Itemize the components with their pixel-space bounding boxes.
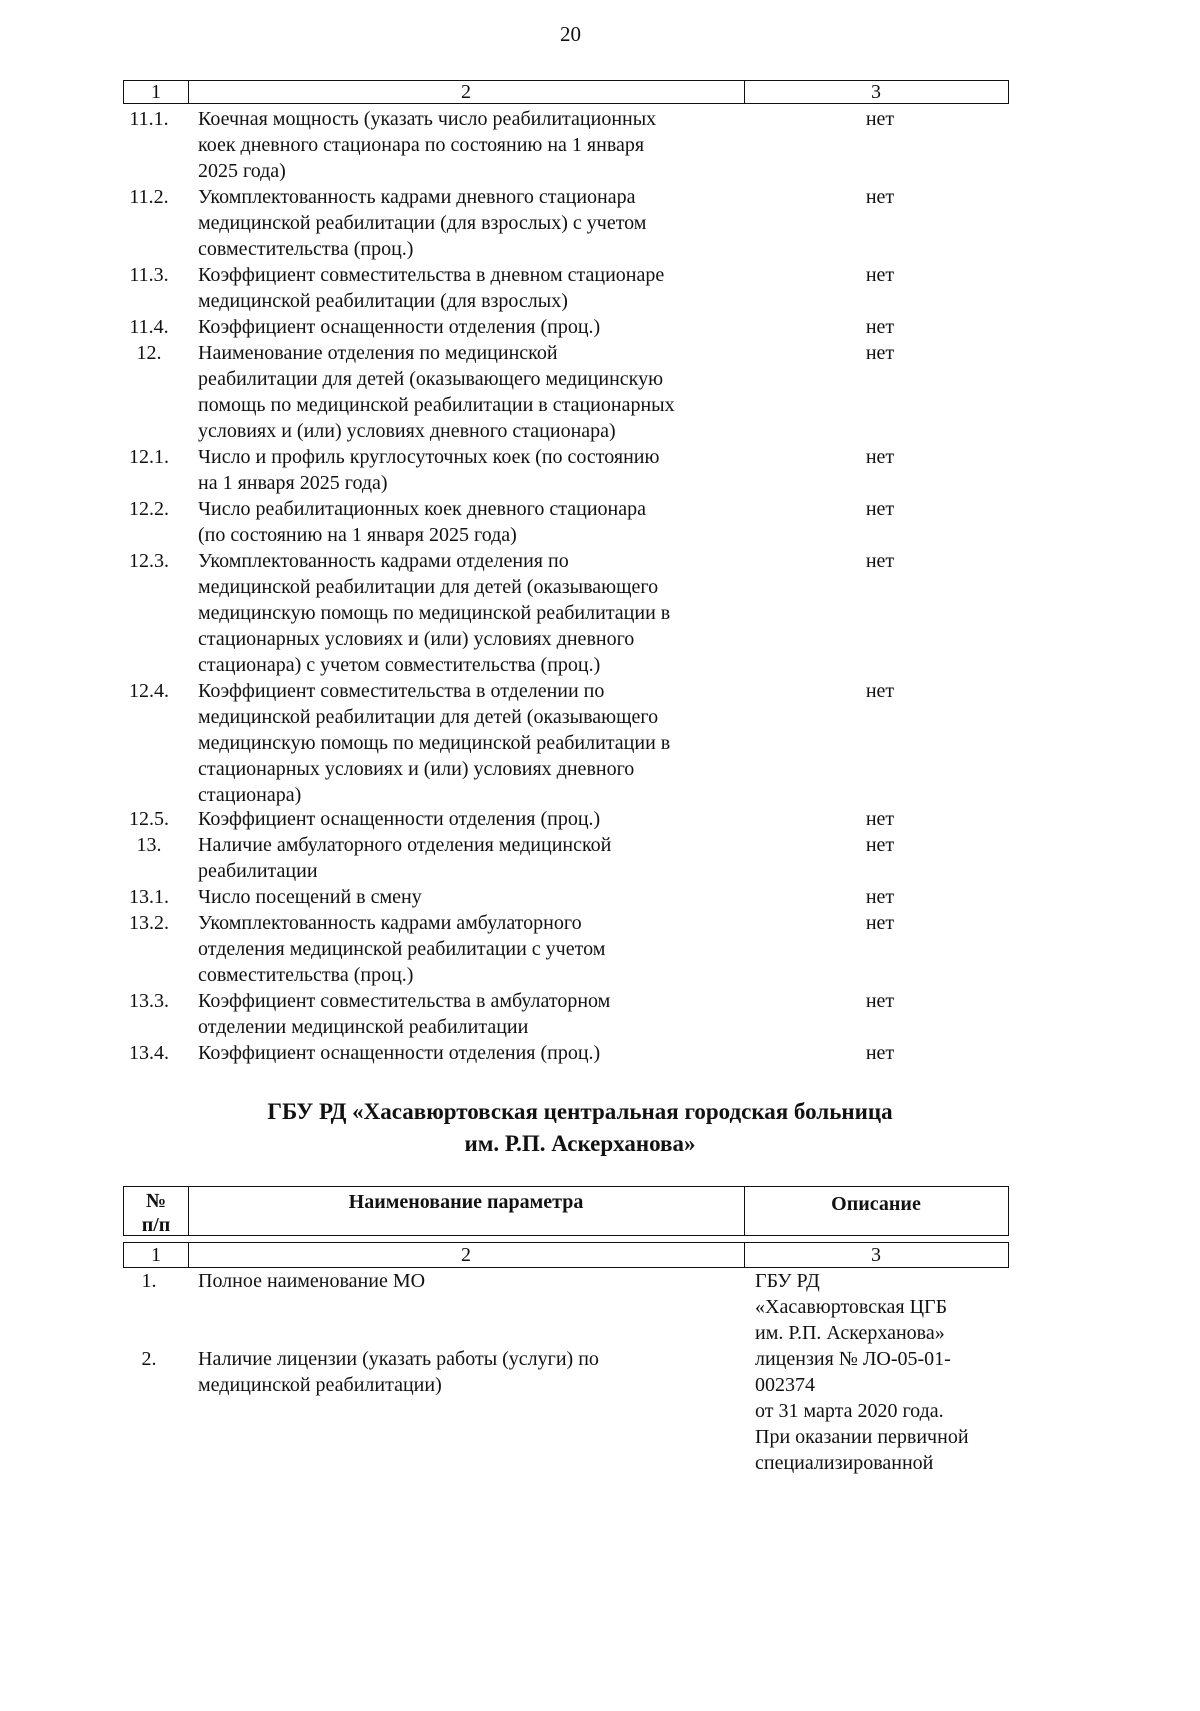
table1-col2-header: 2 [461, 81, 471, 103]
table2-desc-header: Описание [831, 1193, 921, 1215]
row-number: 13.4. [129, 1042, 169, 1064]
row-value: нет [865, 550, 895, 572]
row-number: 12.4. [129, 680, 169, 702]
row-number: 13. [136, 834, 162, 856]
row-number: 13.2. [129, 912, 169, 934]
row-number: 1. [141, 1270, 157, 1292]
table2-col1-header: 1 [151, 1244, 161, 1266]
row-parameter: Коэффициент совместительства в отделении по медицинской реабилитации для детей (оказывающего медицинскую помощь по медицинской реабилитации в стационарных условиях и (или) условиях дневного стационара) [198, 680, 671, 806]
table2-description: ГБУ РД «Хасавюртовская ЦГБ им. Р.П. Аскерханова» лицензия № ЛО-05-01- 002374 от 31 марта 2020 года. При оказании первичной специализированной [755, 1270, 969, 1474]
table1-col1-header: 1 [151, 81, 161, 103]
row-value: нет [865, 264, 895, 286]
table1-col3-header: 3 [871, 81, 881, 103]
row-parameter: Число и профиль круглосуточных коек (по состоянию на 1 января 2025 года) [198, 446, 660, 494]
row-parameter: Число посещений в смену [198, 886, 422, 908]
row-parameter: Укомплектованность кадрами дневного стационара медицинской реабилитации (для взрослых) с учетом совместительства (проц.) [198, 186, 647, 260]
row-value: нет [865, 108, 895, 130]
row-parameter: Коэффициент совместительства в амбулаторном отделении медицинской реабилитации [198, 990, 611, 1038]
row-parameter: Полное наименование МО [198, 1270, 426, 1292]
row-number: 12.2. [129, 498, 169, 520]
row-number: 13.1. [129, 886, 169, 908]
row-number: 11.1. [129, 108, 169, 130]
row-number: 11.2. [129, 186, 169, 208]
row-value: нет [865, 446, 895, 468]
row-value: нет [865, 912, 895, 934]
row-value: нет [865, 1042, 895, 1064]
row-parameter: Коэффициент оснащенности отделения (проц.) [198, 808, 601, 830]
table2-subheader-row [123, 1242, 1009, 1268]
row-parameter: Наименование отделения по медицинской реабилитации для детей (оказывающего медицинскую помощь по медицинской реабилитации в стационарных условиях и (или) условиях дневного стационара) [198, 342, 675, 442]
row-parameter: Коечная мощность (указать число реабилитационных коек дневного стационара по состоянию на 1 января 2025 года) [198, 108, 657, 182]
row-parameter: Наличие амбулаторного отделения медицинской реабилитации [198, 834, 612, 882]
table2-num-header: № п/п [141, 1190, 171, 1236]
row-parameter: Коэффициент совместительства в дневном стационаре медицинской реабилитации (для взрослых) [198, 264, 665, 312]
row-parameter: Число реабилитационных коек дневного стационара (по состоянию на 1 января 2025 года) [198, 498, 646, 546]
row-number: 13.3. [129, 990, 169, 1012]
row-value: нет [865, 990, 895, 1012]
row-number: 12.1. [129, 446, 169, 468]
row-number: 12. [136, 342, 162, 364]
row-number: 12.3. [129, 550, 169, 572]
table1-header-row [123, 80, 1009, 104]
row-parameter: Укомплектованность кадрами отделения по медицинской реабилитации для детей (оказывающего медицинскую помощь по медицинской реабилитации в стационарных условиях и (или) условиях дневного стационара) с учетом совместительства (проц.) [198, 550, 671, 676]
page-number: 20 [560, 22, 581, 46]
row-value: нет [865, 342, 895, 364]
row-value: нет [865, 808, 895, 830]
row-value: нет [865, 680, 895, 702]
row-value: нет [865, 886, 895, 908]
row-parameter: Наличие лицензии (указать работы (услуги) по медицинской реабилитации) [198, 1348, 599, 1396]
section-title [150, 1096, 1010, 1160]
row-value: нет [865, 498, 895, 520]
table2-col2-header: 2 [461, 1244, 471, 1266]
row-parameter: Укомплектованность кадрами амбулаторного отделения медицинской реабилитации с учетом совместительства (проц.) [198, 912, 606, 986]
row-value: нет [865, 186, 895, 208]
row-parameter: Коэффициент оснащенности отделения (проц.) [198, 316, 601, 338]
section-title-line1: ГБУ РД «Хасавюртовская центральная городская больница [267, 1099, 893, 1124]
row-value: нет [865, 316, 895, 338]
table2-col3-header: 3 [871, 1244, 881, 1266]
row-value: нет [865, 834, 895, 856]
section-title-line2: им. Р.П. Аскерханова» [464, 1131, 696, 1156]
row-number: 11.3. [129, 264, 169, 286]
row-number: 2. [141, 1348, 157, 1370]
row-number: 11.4. [129, 316, 169, 338]
table2-param-header: Наименование параметра [348, 1191, 584, 1213]
table2-header [123, 1186, 1009, 1236]
row-parameter: Коэффициент оснащенности отделения (проц.) [198, 1042, 601, 1064]
row-number: 12.5. [129, 808, 169, 830]
